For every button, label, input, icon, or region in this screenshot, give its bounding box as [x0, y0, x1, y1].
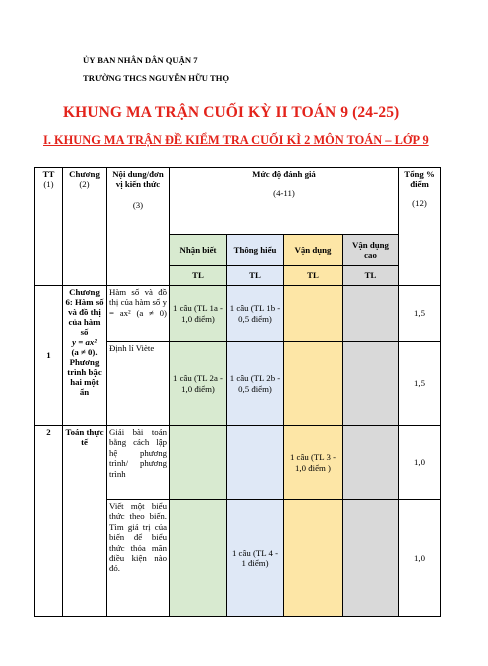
row-chapter-line1: Chương 6: Hàm số và đồ thị của hàm số — [65, 287, 104, 337]
level-van-dung-cao: Vận dụng cao — [343, 235, 399, 266]
cell-nb — [170, 500, 227, 617]
cell-vdc — [343, 426, 399, 500]
content-header: Nội dung/đơn vị kiến thức — [112, 169, 164, 190]
cell-nb: 1 câu (TL 2a - 1,0 điểm) — [170, 342, 227, 426]
total-header-num: (12) — [412, 197, 427, 208]
level-header-cell — [170, 168, 399, 235]
cell-total: 1,0 — [399, 500, 441, 617]
chapter-header-cell — [63, 168, 107, 286]
row-content: Hàm số và đồ thị của hàm số y = ax² (a ≠ 0) — [107, 286, 170, 342]
tt-header-cell — [35, 168, 63, 286]
document-title: KHUNG MA TRẬN CUỐI KỲ II TOÁN 9 (24-25) — [63, 104, 400, 121]
cell-vd — [284, 342, 343, 426]
type-th: TL — [227, 266, 284, 286]
section-heading: I. KHUNG MA TRẬN ĐỀ KIỂM TRA CUỐI KÌ 2 MÔN TOÁN – LỚP 9 — [43, 133, 429, 147]
chapter-header: Chương — [69, 169, 100, 179]
cell-th — [227, 426, 284, 500]
row-chapter-formula: y = ax² — [72, 337, 97, 347]
cell-th: 1 câu (TL 4 - 1 điểm) — [227, 500, 284, 617]
row-content: Viết một biểu thức theo biến. Tìm giá trị của biến để biểu thức thỏa mãn điều kiện nào đó. — [107, 500, 170, 617]
cell-nb — [170, 426, 227, 500]
committee-header: ỦY BAN NHÂN DÂN QUẬN 7 — [83, 55, 198, 65]
level-header: Mức độ đánh giá — [252, 169, 316, 179]
level-van-dung: Vận dụng — [284, 235, 343, 266]
row-chapter-cell — [63, 286, 107, 426]
type-vd: TL — [284, 266, 343, 286]
total-header: Tổng % điểm — [404, 169, 435, 190]
chapter-header-num: (2) — [79, 179, 90, 190]
level-header-num: (4-11) — [273, 188, 295, 199]
row-content: Giải bài toán bằng cách lập hệ phương trình/ phương trình — [107, 426, 170, 500]
row-chapter-cond: (a ≠ 0). — [71, 347, 98, 357]
total-header-cell — [399, 168, 441, 286]
cell-nb: 1 câu (TL 1a - 1,0 điểm) — [170, 286, 227, 342]
type-nb: TL — [170, 266, 227, 286]
table-row — [35, 286, 441, 342]
cell-total: 1,0 — [399, 426, 441, 500]
table-row — [35, 426, 441, 500]
cell-vdc — [343, 500, 399, 617]
cell-vdc — [343, 286, 399, 342]
content-header-cell — [107, 168, 170, 286]
cell-vd — [284, 500, 343, 617]
cell-vdc — [343, 342, 399, 426]
cell-vd: 1 câu (TL 3 - 1,0 điểm ) — [284, 426, 343, 500]
header-row — [35, 168, 441, 235]
row-chapter-line2: Phương trình bậc hai một ẩn — [67, 357, 102, 397]
row-content: Định lí Viète — [107, 342, 170, 426]
school-header: TRƯỜNG THCS NGUYỄN HỮU THỌ — [83, 73, 230, 83]
tt-header-num: (1) — [43, 179, 54, 190]
content-header-num: (3) — [132, 199, 144, 210]
row-tt: 1 — [35, 286, 63, 426]
assessment-matrix-table — [34, 167, 441, 617]
cell-th: 1 câu (TL 1b - 0,5 điểm) — [227, 286, 284, 342]
cell-vd — [284, 286, 343, 342]
tt-header: TT — [42, 169, 55, 179]
row-chapter: Toán thực tế — [63, 426, 107, 617]
level-thong-hieu: Thông hiểu — [227, 235, 284, 266]
row-tt: 2 — [35, 426, 63, 617]
cell-total: 1,5 — [399, 286, 441, 342]
cell-total: 1,5 — [399, 342, 441, 426]
type-vdc: TL — [343, 266, 399, 286]
level-nhan-biet: Nhận biết — [170, 235, 227, 266]
cell-th: 1 câu (TL 2b - 0,5 điểm) — [227, 342, 284, 426]
